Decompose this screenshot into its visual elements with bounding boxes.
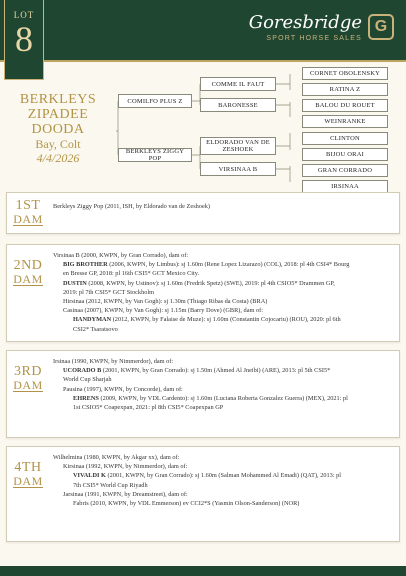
- horse-sex: Bay, Colt: [35, 137, 81, 151]
- dam-body: [53, 453, 393, 508]
- offspring-name: BIG BROTHER: [63, 261, 108, 269]
- line-text: Fabris (2010, KWPN, by VDL Emmerson) ev CCI2*S (Yasmin Olson-Sanderson) (NOR): [73, 500, 300, 508]
- line-text: en Bresse GP, 2018: pl 16th CSI5* GCT Mexico City.: [63, 270, 200, 278]
- dam-word: DAM: [13, 474, 43, 488]
- dam-body: [53, 202, 393, 211]
- line-text: Pausina (1997), KWPN, by Concorde), dam of:: [63, 385, 183, 393]
- dam-body: [53, 251, 393, 334]
- dam-word: DAM: [13, 378, 43, 392]
- dam-number: 3RD: [14, 364, 42, 379]
- dam-line: [53, 288, 393, 297]
- dam-line: [53, 471, 393, 480]
- dam-label: [7, 193, 49, 233]
- footer-bar: [0, 566, 406, 576]
- line-text: (2001, KWPN, by Gran Corrado): sj 1.50m (Ahmed Al Jneibi) (ARE), 2013: pl 5th CSI5*: [101, 367, 331, 375]
- line-text: Hirsinaa (2012, KWPN, by Van Gogh): sj 1.30m (Thiago Ribas da Costa) (BRA): [63, 298, 268, 306]
- dam-line: [53, 403, 393, 412]
- dam-line: [53, 251, 393, 260]
- dam-line: [53, 366, 393, 375]
- dam-line: [53, 306, 393, 315]
- line-text: 1st CSIO5* Coapexpan, 2021: pl 8th CSI5* Coapexpan GP: [73, 404, 224, 412]
- offspring-name: HANDYMAN: [73, 316, 112, 324]
- dam-label: [7, 245, 49, 341]
- line-text: (2012, KWPN, by Falaise de Muze): sj 1.60m (Constantin Cojocariu) (ROU), 2020: pl 6th: [111, 316, 341, 324]
- dam-line: [53, 490, 393, 499]
- dam-line: [53, 325, 393, 334]
- horse-name-line: BERKLEYS: [19, 92, 97, 107]
- dam-number: 1ST: [15, 198, 41, 213]
- dam-section-4: [6, 446, 400, 542]
- line-text: (2006, KWPN, by Limbus): sj 1.60m (Rene Lopez Lizarazo) (COL), 2018: pl 4th CSI4* Bourg: [107, 261, 350, 269]
- pedigree-g3: CLINTON: [302, 132, 388, 145]
- pedigree-sire-dam: BARONESSE: [200, 98, 276, 112]
- dam-section-3: [6, 350, 400, 438]
- line-text: (2001, KWPN, by Gran Corrado): sj 1.60m (Salman Mohammed Al Emadi) (QAT), 2013: pl: [105, 472, 342, 480]
- line-text: Wilhelmina (1980, KWPN, by Akgar xx), dam of:: [53, 454, 180, 461]
- line-text: (2008, KWPN, by Ustinov): sj 1.60m (Fredrik Spetz) (SWE), 2019: pl 4th CSIO5* Drammen GP,: [86, 279, 335, 287]
- dam-line: [53, 394, 393, 403]
- dam-line: [53, 357, 393, 366]
- dam-label: [7, 351, 49, 437]
- dam-label: [7, 447, 49, 541]
- pedigree-dam-dam: VIRSINAA B: [200, 162, 276, 176]
- dam-body: [53, 357, 393, 412]
- line-text: Berkleys Ziggy Pop (2011, ISH, by Eldorado van de Zeshoek): [53, 203, 210, 210]
- horse-name-line: DOODA: [31, 122, 85, 137]
- dam-number: 2ND: [13, 258, 43, 273]
- horse-name-line: ZIPADEE: [27, 107, 89, 122]
- dam-line: [53, 269, 393, 278]
- offspring-name: UCORADO B: [63, 367, 102, 375]
- line-text: 7th CSI5* World Cup Riyadh: [73, 481, 148, 489]
- lot-label: LOT: [13, 10, 35, 20]
- pedigree-dam: BERKLEYS ZIGGY POP: [118, 148, 192, 162]
- dam-line: [53, 315, 393, 324]
- pedigree-sire: COMILFO PLUS Z: [118, 94, 192, 108]
- pedigree-g3: WEINRANKE: [302, 115, 388, 128]
- dam-line: [53, 462, 393, 471]
- line-text: Casinaa (2007), KWPN, by Van Gogh): sj 1.15m (Barry Dove) (GBR), dam of:: [63, 307, 263, 315]
- dam-section-2: [6, 244, 400, 342]
- pedigree-sire-sire: COMME IL FAUT: [200, 77, 276, 91]
- lot-number: 8: [15, 19, 33, 59]
- dam-line: [53, 202, 393, 211]
- dam-line: [53, 375, 393, 384]
- dam-line: [53, 385, 393, 394]
- dam-number: 4TH: [14, 460, 42, 475]
- pedigree-g3: GRAN CORRADO: [302, 164, 388, 177]
- dam-line: [53, 481, 393, 490]
- dam-line: [53, 499, 393, 508]
- dam-line: [53, 297, 393, 306]
- line-text: 2019: pl 7th CSI5* GCT Stockholm: [63, 288, 155, 296]
- line-text: Jarsinaa (1991, KWPN, by Dreamstreet), dam of:: [63, 490, 188, 498]
- line-text: Irsinaa (1990, KWPN, by Nimmerdor), dam of:: [53, 358, 174, 365]
- pedigree-g3: CORNET OBOLENSKY: [302, 67, 388, 80]
- line-text: Kirsinaa (1992, KWPN, by Nimmerdor), dam of:: [63, 463, 188, 471]
- offspring-name: EHRENS: [73, 394, 99, 402]
- dam-word: DAM: [13, 212, 43, 226]
- line-text: World Cup Sharjah: [63, 376, 112, 384]
- line-text: (2009, KWPN, by VDL Cardento): sj 1.60m (Luciana Roberta Gonzalez Guerra) (MEX), 2021: pl: [98, 394, 348, 402]
- line-text: Virsinaa B (2000, KWPN, by Gran Corrado), dam of:: [53, 252, 189, 259]
- pedigree-g3: RATINA Z: [302, 83, 388, 96]
- horse-dob: 4/4/2026: [36, 151, 80, 165]
- brand-g-icon: G: [368, 14, 394, 40]
- pedigree-g3: BALOU DU ROUET: [302, 99, 388, 112]
- pedigree-g3: IRSINAA: [302, 180, 388, 193]
- dam-section-1: [6, 192, 400, 234]
- offspring-name: DUSTIN: [63, 279, 87, 287]
- line-text: CSI2* Tsaratsovo: [73, 325, 118, 333]
- lot-badge: [4, 0, 44, 80]
- pedigree-g3: BIJOU ORAI: [302, 148, 388, 161]
- dam-word: DAM: [13, 272, 43, 286]
- dam-line: [53, 453, 393, 462]
- dam-line: [53, 260, 393, 269]
- offspring-name: VIVALDI K: [73, 472, 106, 480]
- pedigree-dam-sire: ELDORADO VAN DE ZESHOEK: [200, 137, 276, 155]
- brand-subtitle: SPORT HORSE SALES: [266, 35, 362, 42]
- dam-line: [53, 279, 393, 288]
- brand-name: Goresbridge: [248, 12, 362, 33]
